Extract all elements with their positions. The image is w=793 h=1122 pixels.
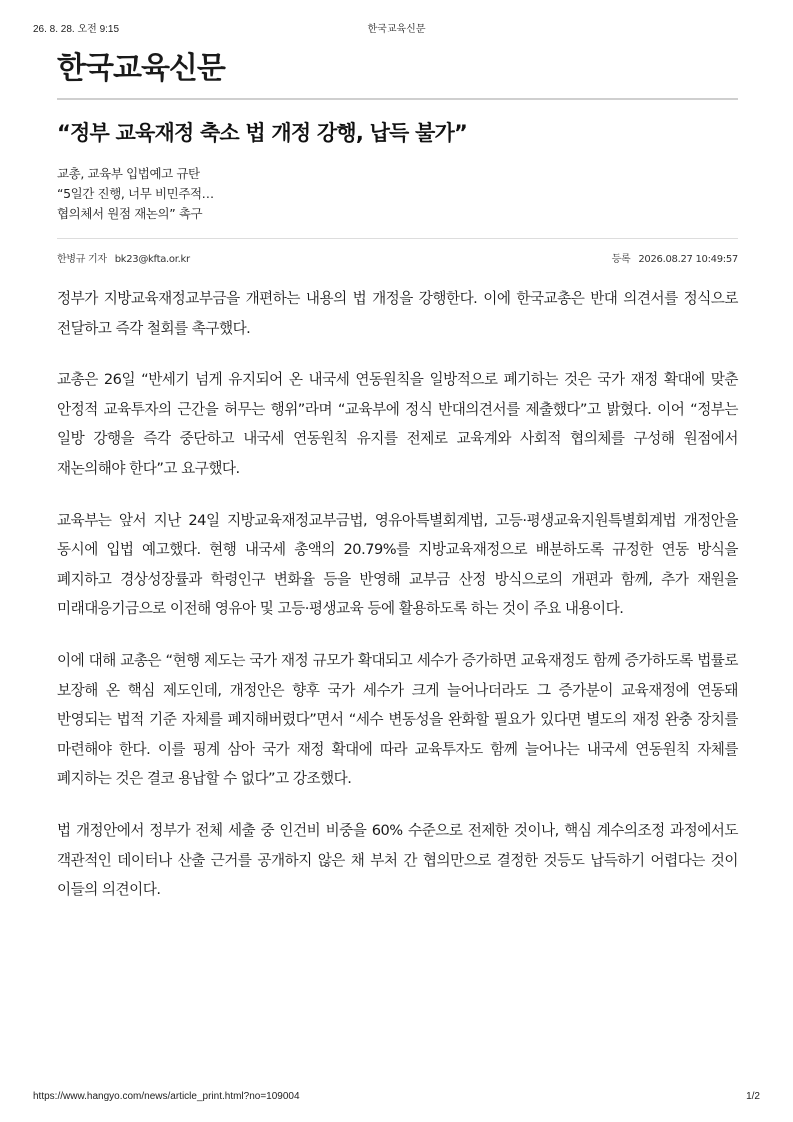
print-datetime: 26. 8. 28. 오전 9:15 <box>33 24 120 35</box>
newspaper-masthead: 한국교육신문 <box>57 51 225 86</box>
print-header <box>33 20 760 34</box>
print-url: https://www.hangyo.com/news/article_print.html?no=109004 <box>33 1091 300 1102</box>
registered-label: 등록 <box>611 254 631 265</box>
article-headline: “정부 교육재정 축소 법 개정 강행, 납득 불가” <box>57 121 468 145</box>
article-byline <box>57 250 738 266</box>
registered-datetime: 2026.08.27 10:49:57 <box>638 254 738 265</box>
subheadline: “5일간 진행, 너무 비민주적… <box>57 186 214 201</box>
byline-divider <box>57 238 738 239</box>
print-footer <box>33 1091 760 1105</box>
article-paragraph: 법 개정안에서 정부가 전체 세출 중 인건비 비중을 60% 수준으로 전제한 것이나, 핵심 계수의조정 과정에서도 객관적인 데이터나 산출 근거를 공개하지 않은 채 부처 간 협의만으로 결정한 것등도 납득하기 어렵다는 것이 이들의 의견이다. <box>57 821 738 899</box>
article-paragraph: 교육부는 앞서 지난 24일 지방교육재정교부금법, 영유아특별회계법, 고등·평생교육지원특별회계법 개정안을 동시에 입법 예고했다. 현행 내국세 총액의 20.79%를 지방교육재정으로 배분하도록 규정한 연동 방식을 폐지하고 경상성장률과 학령인구 변화율 등을 반영해 교부금 산정 방식으로의 개편과 함께, 추가 재원을 미래대응기금으로 이전해 영유아 및 고등·평생교육 등에 활용하도록 하는 것이 주요 내용이다. <box>57 511 738 618</box>
print-doc-title: 한국교육신문 <box>367 24 426 35</box>
article-paragraph: 교총은 26일 “반세기 넘게 유지되어 온 내국세 연동원칙을 일방적으로 폐기하는 것은 국가 재정 확대에 맞춘 안정적 교육투자의 근간을 허무는 행위”라며 “교육부에 정식 반대의견서를 제출했다”고 밝혔다. 이어 “정부는 일방 강행을 즉각 중단하고 내국세 연동원칙 유지를 전제로 교육계와 사회적 협의체를 구성해 원점에서 재논의해야 한다”고 요구했다. <box>57 371 738 477</box>
article-subheadlines <box>57 164 738 224</box>
subheadline: 협의체서 원점 재논의” 촉구 <box>57 206 203 221</box>
page-number: 1/2 <box>746 1091 760 1102</box>
registration-info <box>612 250 738 265</box>
reporter-info <box>57 250 190 265</box>
article-page <box>57 44 738 927</box>
reporter-name: 한병규 기자 <box>57 254 107 265</box>
subheadline: 교총, 교육부 입법예고 규탄 <box>57 166 200 181</box>
reporter-email[interactable]: bk23@kfta.or.kr <box>114 254 190 265</box>
article-body <box>57 284 738 905</box>
article-paragraph: 정부가 지방교육재정교부금을 개편하는 내용의 법 개정을 강행한다. 이에 한국교총은 반대 의견서를 정식으로 전달하고 즉각 철회를 촉구했다. <box>57 290 738 337</box>
article-paragraph: 이에 대해 교총은 “현행 제도는 국가 재정 규모가 확대되고 세수가 증가하면 교육재정도 함께 증가하도록 법률로 보장해 온 핵심 제도인데, 개정안은 향후 국가 세수가 크게 늘어나더라도 그 증가분이 교육재정에 연동돼 반영되는 법적 기준 자체를 폐지해버렸다”면서 “세수 변동성을 완화할 필요가 있다면 별도의 재정 완충 장치를 마련해야 한다. 이를 핑계 삼아 국가 재정 확대에 따라 교육투자도 함께 늘어나는 내국세 연동원칙 자체를 폐지하는 것은 결코 용납할 수 없다”고 강조했다. <box>57 651 738 788</box>
masthead-divider <box>57 98 738 100</box>
